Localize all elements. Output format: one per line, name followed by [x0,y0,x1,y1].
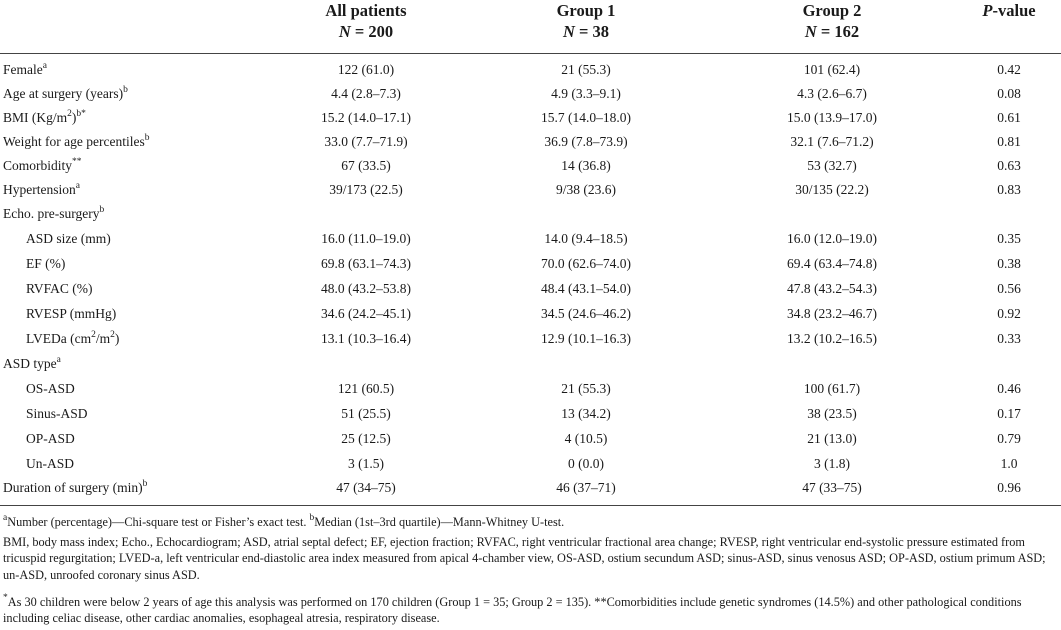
cell-p-value: 0.81 [997,134,1021,149]
cell-group-1: 34.5 (24.6–46.2) [541,306,631,321]
cell-group-1: 13 (34.2) [561,406,611,421]
cell-p-value: 1.0 [1000,456,1018,471]
table-row [0,378,1061,400]
header-group-1 [475,0,697,42]
cell-group-1: 21 (55.3) [561,62,611,77]
cell-p-value: 0.61 [997,110,1021,125]
cell-p-value: 0.63 [997,158,1021,173]
row-label: Un-ASD [26,456,75,471]
cell-group-1: 21 (55.3) [561,381,611,396]
cell-all-patients: 122 (61.0) [337,62,395,77]
cell-group-1: 14.0 (9.4–18.5) [544,231,628,246]
table-row [0,107,1061,129]
cell-p-value: 0.35 [997,231,1021,246]
cell-p-value: 0.56 [997,281,1021,296]
cell-group-2: 4.3 (2.6–6.7) [797,86,867,101]
row-label: Hypertension$^a$ [3,180,80,197]
table-row [0,303,1061,325]
cell-group-2: 53 (32.7) [807,158,857,173]
row-label: ASD type$^a$ [3,354,61,371]
table-row [0,228,1061,250]
cell-all-patients: 39/173 (22.5) [329,182,403,197]
cell-group-2: 30/135 (22.2) [795,182,869,197]
cell-all-patients: 3 (1.5) [348,456,384,471]
row-label: Sinus-ASD [26,406,88,421]
header-all-patients-title: All patients [325,1,407,20]
cell-p-value: 0.96 [997,480,1021,495]
cell-all-patients: 51 (25.5) [341,406,391,421]
table-row [0,179,1061,201]
row-label: Duration of surgery $(\min)^b$ [3,478,148,495]
header-group-2-title: Group 2 [802,1,862,20]
row-label: RVESP (mmHg) [26,306,117,321]
row-label: BMI $(Kg/m^2)^{b*}$ [3,108,86,125]
cell-p-value: 0.38 [997,256,1021,271]
cell-group-1: 36.9 (7.8–73.9) [544,134,628,149]
table-row [0,253,1061,275]
cell-group-1: 9/38 (23.6) [556,182,616,197]
table-row [0,83,1061,105]
table-row [0,155,1061,177]
table-row [0,59,1061,81]
cell-group-2: 38 (23.5) [807,406,857,421]
cell-all-patients: 16.0 (11.0–19.0) [321,231,411,246]
footnote-tests: $^a$Number (percentage)—Chi-square test or Fisher’s exact test. $^b$Median (1st–3rd quartile)—Mann-Whitney U-test. [3,512,565,529]
cell-p-value: 0.79 [997,431,1021,446]
cell-group-2: 101 (62.4) [803,62,861,77]
cell-group-2: 32.1 (7.6–71.2) [790,134,874,149]
footnote-star: *As 30 children were below 2 years of age this analysis was performed on 170 children (Group 1 = 35; Group 2 = 135). **Comorbidities include genetic syndromes (14.5%) and other pathological conditions including celiac disease, other cardiac anomalies, esophageal atresia, respiratory disease. [3,592,1022,626]
cell-group-2: 21 (13.0) [807,431,857,446]
cell-p-value: 0.33 [997,331,1021,346]
cell-group-2: 16.0 (12.0–19.0) [787,231,877,246]
cell-group-1: 14 (36.8) [561,158,611,173]
table-section-row [0,353,1061,375]
table-row [0,131,1061,153]
row-label: ASD size (mm) [26,231,111,246]
row-label: OS-ASD [26,381,75,396]
table-row [0,328,1061,350]
cell-p-value: 0.46 [997,381,1021,396]
table-bottom-rule [0,505,1061,506]
table-header [0,0,1061,52]
table-row [0,453,1061,475]
cell-group-2: 47.8 (43.2–54.3) [787,281,877,296]
table-row [0,278,1061,300]
table-row [0,403,1061,425]
cell-all-patients: 13.1 (10.3–16.4) [321,331,411,346]
row-label: Female$^a$ [3,60,47,77]
cell-group-1: 12.9 (10.1–16.3) [541,331,631,346]
cell-group-2: 47 (33–75) [802,480,862,495]
header-group-1-title: Group 1 [556,1,616,20]
cell-group-1: 4.9 (3.3–9.1) [551,86,621,101]
cell-group-2: 3 (1.8) [814,456,850,471]
header-group-2-n: N = 162 [804,22,860,41]
cell-group-2: 34.8 (23.2–46.7) [787,306,877,321]
cell-p-value: 0.17 [997,406,1021,421]
cell-group-1: 46 (37–71) [556,480,616,495]
cell-all-patients: 67 (33.5) [341,158,391,173]
header-p-value: P-value [982,1,1036,20]
row-label: OP-ASD [26,431,75,446]
cell-group-1: 48.4 (43.1–54.0) [541,281,631,296]
row-label: RVFAC (%) [26,281,93,296]
cell-group-1: 70.0 (62.6–74.0) [541,256,631,271]
row-label: LVEDa $(cm^2/m^2)$ [26,329,120,346]
footnote-abbreviations: BMI, body mass index; Echo., Echocardiogram; ASD, atrial septal defect; EF, ejection fraction; RVFAC, right ventricular fractional area change; RVESP, right ventricular end-systolic pressure estimated from tricuspid regurgitation; LVED-a, left ventricular end-diastolic area index measured from apical 4-chamber view, OS-ASD, ostium secundum ASD; sinus-ASD, sinus venosus ASD; OP-ASD, ostium primum ASD; un-ASD, unroofed coronary sinus ASD. [3,535,1046,582]
cell-all-patients: 69.8 (63.1–74.3) [321,256,411,271]
table-top-rule [0,53,1061,54]
cell-all-patients: 121 (60.5) [337,381,395,396]
cell-group-2: 100 (61.7) [803,381,861,396]
cell-group-2: 13.2 (10.2–16.5) [787,331,877,346]
cell-group-1: 0 (0.0) [568,456,604,471]
cell-p-value: 0.92 [997,306,1021,321]
table-section-row [0,203,1061,225]
table-row [0,428,1061,450]
cell-group-2: 69.4 (63.4–74.8) [787,256,877,271]
cell-group-1: 4 (10.5) [564,431,608,446]
header-group-1-n: N = 38 [562,22,610,41]
cell-all-patients: 25 (12.5) [341,431,391,446]
row-label: Comorbidity** [3,156,82,173]
cell-p-value: 0.42 [997,62,1021,77]
row-label: EF (%) [26,256,66,271]
header-all-patients-n: N = 200 [338,22,394,41]
cell-all-patients: 47 (34–75) [336,480,396,495]
header-group-2 [721,0,943,42]
cell-p-value: 0.83 [997,182,1021,197]
cell-all-patients: 33.0 (7.7–71.9) [324,134,408,149]
cell-all-patients: 48.0 (43.2–53.8) [321,281,411,296]
cell-p-value: 0.08 [997,86,1021,101]
row-label: Weight for age percentiles$^b$ [3,132,150,149]
cell-all-patients: 15.2 (14.0–17.1) [321,110,411,125]
row-label: Echo. pre-surgery$^b$ [3,204,105,221]
header-all-patients [255,0,477,42]
cell-group-1: 15.7 (14.0–18.0) [541,110,631,125]
row-label: Age at surgery (years)$^b$ [3,84,128,101]
cell-all-patients: 4.4 (2.8–7.3) [331,86,401,101]
table-row [0,477,1061,499]
cell-group-2: 15.0 (13.9–17.0) [787,110,877,125]
cell-all-patients: 34.6 (24.2–45.1) [321,306,411,321]
